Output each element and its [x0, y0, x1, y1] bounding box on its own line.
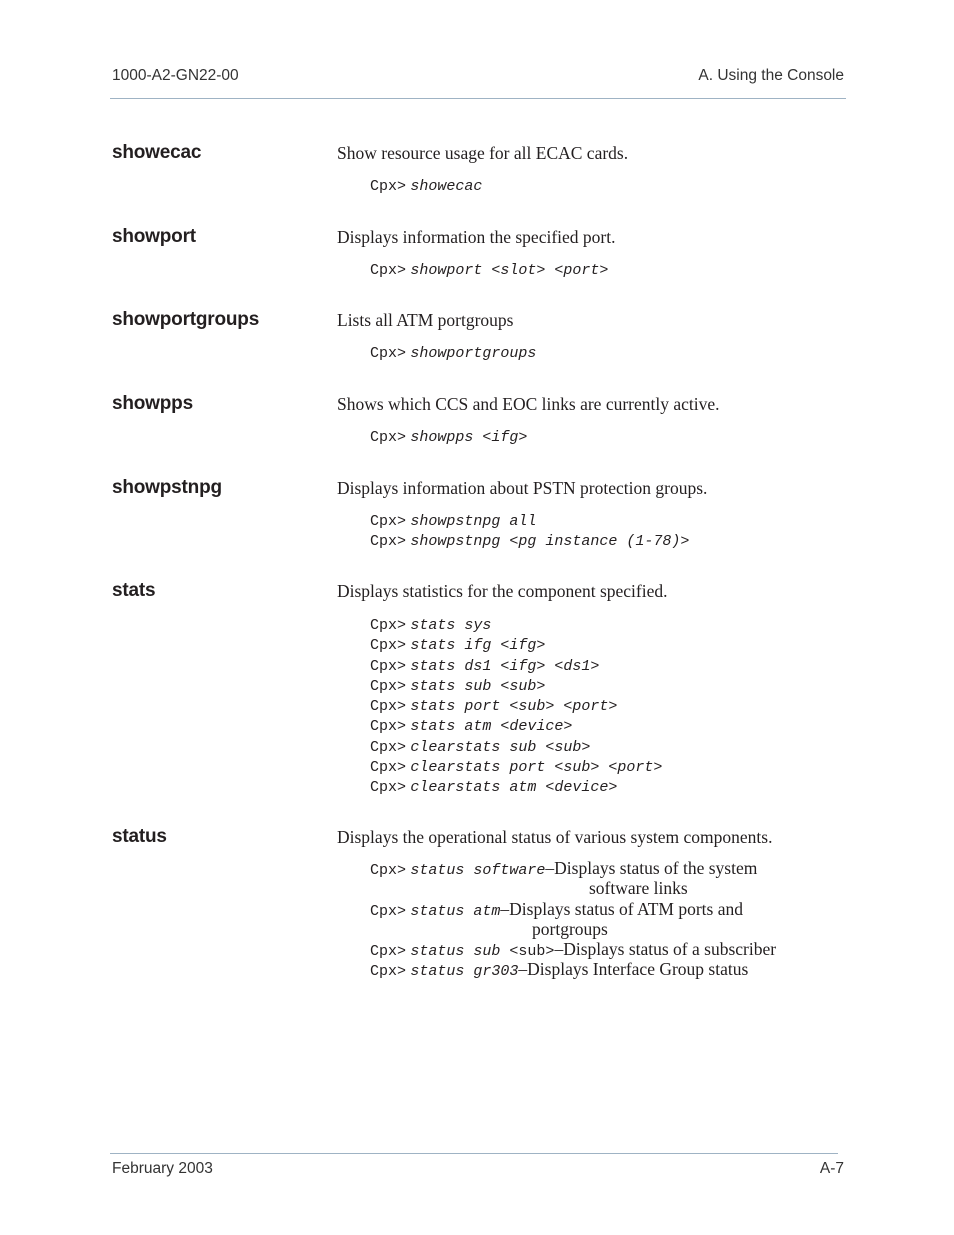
command-description: Shows which CCS and EOC links are currently active.	[337, 394, 720, 414]
example-line	[370, 529, 689, 549]
example-command: clearstats port <sub> <port>	[410, 759, 663, 777]
example-block	[370, 341, 536, 361]
command-name: showport	[112, 226, 196, 247]
example-line	[370, 899, 776, 919]
command-name: stats	[112, 580, 156, 601]
example-line	[370, 959, 776, 979]
example-note: –Displays status of a subscriber	[554, 939, 777, 960]
example-command: stats sub <sub>	[410, 677, 546, 695]
prompt: Cpx>	[370, 513, 407, 530]
command-name: showportgroups	[112, 309, 260, 330]
example-line	[370, 633, 662, 653]
example-note: –Displays Interface Group status	[518, 959, 749, 980]
example-command: stats atm <device>	[410, 718, 573, 736]
example-line	[370, 858, 776, 878]
command-name: showpstnpg	[112, 477, 222, 498]
example-note-continuation: portgroups	[532, 918, 608, 939]
section-title: A. Using the Console	[698, 67, 844, 84]
footer-rule	[110, 1153, 838, 1154]
command-name: status	[112, 826, 167, 847]
prompt: Cpx>	[370, 637, 407, 655]
example-command: showecac	[410, 178, 483, 195]
prompt: Cpx>	[370, 963, 407, 981]
prompt: Cpx>	[370, 617, 407, 634]
example-command: status atm	[410, 902, 501, 920]
example-block	[370, 509, 689, 550]
prompt: Cpx>	[370, 718, 407, 736]
example-line	[370, 714, 662, 734]
example-note-continuation: software links	[589, 878, 688, 899]
example-line	[370, 694, 662, 714]
command-description: Displays statistics for the component specified.	[337, 581, 668, 601]
prompt: Cpx>	[370, 902, 407, 920]
example-line	[370, 425, 527, 445]
command-description: Lists all ATM portgroups	[337, 310, 514, 330]
example-note: –Displays status of ATM ports and	[500, 898, 743, 919]
example-line	[370, 509, 689, 529]
prompt: Cpx>	[370, 759, 407, 777]
example-command: status gr303	[410, 963, 519, 981]
example-command: status sub	[410, 943, 510, 961]
example-command: stats sys	[410, 617, 492, 634]
prompt: Cpx>	[370, 429, 407, 446]
page-number: A-7	[819, 1160, 844, 1177]
prompt: Cpx>	[370, 738, 407, 756]
example-argument: <sub>	[509, 943, 555, 961]
example-line	[370, 674, 662, 694]
example-command: clearstats atm <device>	[410, 779, 618, 797]
prompt: Cpx>	[370, 657, 407, 675]
command-description: Displays the operational status of various system components.	[337, 827, 773, 847]
prompt: Cpx>	[370, 677, 407, 695]
example-command: showportgroups	[410, 345, 537, 362]
example-command: stats ds1 <ifg> <ds1>	[410, 657, 600, 675]
command-description: Displays information about PSTN protection groups.	[337, 478, 708, 498]
prompt: Cpx>	[370, 262, 407, 279]
example-command: stats ifg <ifg>	[410, 637, 546, 655]
example-line	[370, 341, 536, 361]
example-line	[370, 654, 662, 674]
prompt: Cpx>	[370, 533, 407, 551]
prompt: Cpx>	[370, 779, 407, 797]
example-note: –Displays status of the system	[545, 858, 758, 878]
example-command: showpstnpg <pg instance (1-78)>	[410, 533, 690, 551]
publication-date: February 2003	[112, 1160, 213, 1177]
prompt: Cpx>	[370, 345, 407, 362]
example-block	[370, 613, 662, 796]
example-command: showpstnpg all	[410, 513, 537, 530]
example-line	[370, 735, 662, 755]
example-command: status software	[410, 862, 546, 879]
example-line	[370, 775, 662, 795]
example-line	[370, 258, 608, 278]
example-line	[370, 613, 662, 633]
example-command: clearstats sub <sub>	[410, 738, 591, 756]
command-name: showpps	[112, 393, 193, 414]
example-command: showport <slot> <port>	[410, 262, 609, 279]
prompt: Cpx>	[370, 698, 407, 716]
example-block	[370, 174, 482, 194]
example-command: stats port <sub> <port>	[410, 698, 618, 716]
prompt: Cpx>	[370, 178, 407, 195]
example-line	[370, 939, 776, 959]
command-description: Displays information the specified port.	[337, 227, 616, 247]
example-line	[370, 755, 662, 775]
header-rule	[110, 98, 846, 99]
example-block	[370, 425, 527, 445]
command-description: Show resource usage for all ECAC cards.	[337, 143, 629, 163]
prompt: Cpx>	[370, 943, 407, 961]
example-block	[370, 858, 776, 980]
example-command: showpps <ifg>	[410, 429, 528, 446]
prompt: Cpx>	[370, 862, 407, 879]
example-block	[370, 258, 608, 278]
command-name: showecac	[112, 142, 202, 163]
example-line	[370, 174, 482, 194]
doc-number: 1000-A2-GN22-00	[112, 67, 239, 84]
